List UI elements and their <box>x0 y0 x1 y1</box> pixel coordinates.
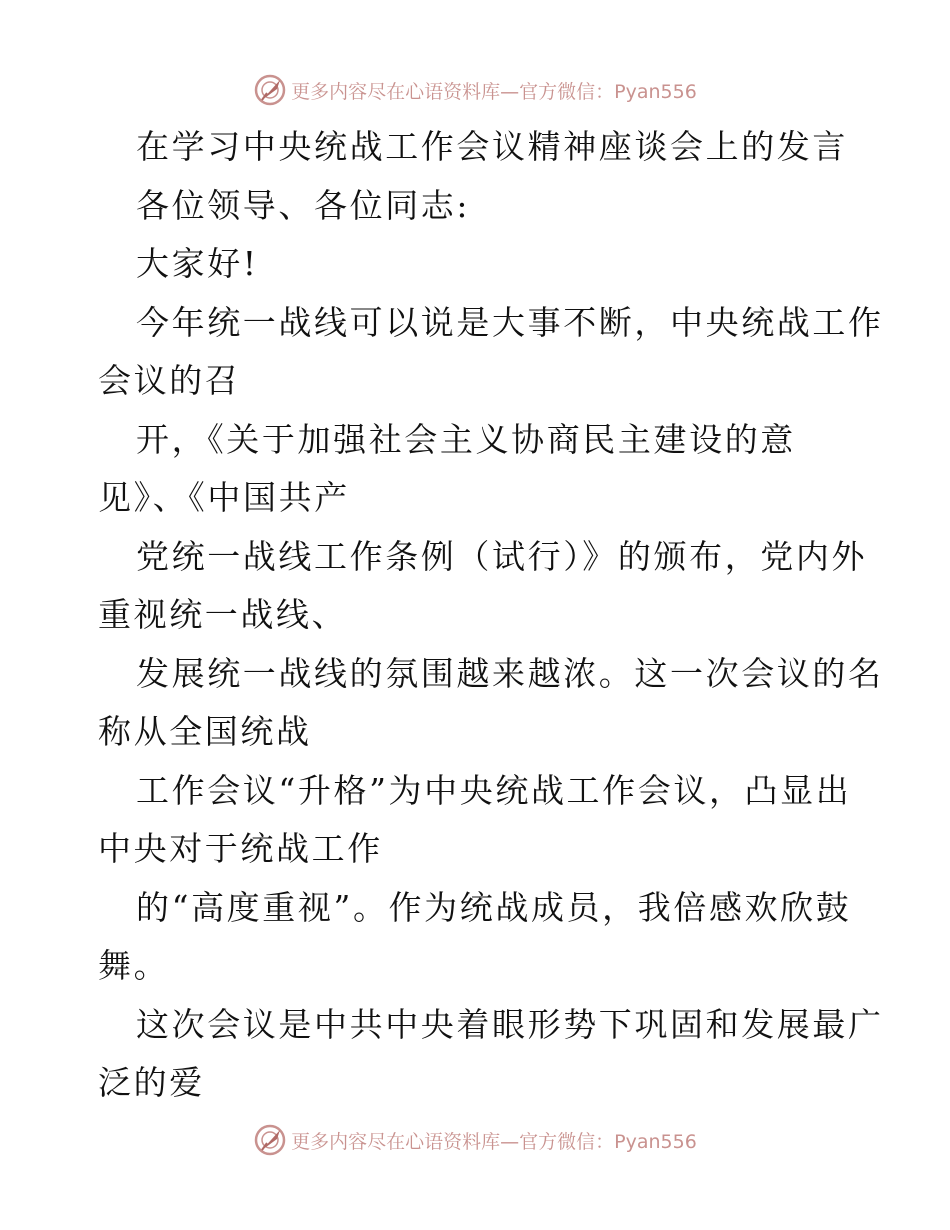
text-line: 今年统一战线可以说是大事不断，中央统战工作 <box>136 302 884 342</box>
text-line: 泛的爱 <box>98 1063 205 1102</box>
watermark-footer <box>0 1120 950 1160</box>
text-line: 工作会议“升格”为中央统战工作会议，凸显出 <box>136 770 852 810</box>
text-line: 会议的召 <box>98 361 241 400</box>
text-line: 这次会议是中共中央着眼形势下巩固和发展最广 <box>136 1004 884 1044</box>
text-line: 大家好! <box>136 244 259 283</box>
text-line: 中央对于统战工作 <box>98 829 383 868</box>
text-line: 在学习中央统战工作会议精神座谈会上的发言 <box>136 127 848 166</box>
text-line: 舞。 <box>98 946 170 985</box>
text-line: 发展统一战线的氛围越来越浓。这一次会议的名 <box>136 653 884 693</box>
text-line: 重视统一战线、 <box>98 595 348 634</box>
watermark-text: 更多内容尽在心语资料库—官方微信：Pyan556 <box>291 80 697 103</box>
watermark-header <box>0 70 950 110</box>
document-body <box>98 118 884 1113</box>
text-line: 党统一战线工作条例（试行）》的颁布，党内外 <box>136 536 868 576</box>
text-line: 称从全国统战 <box>98 712 312 751</box>
quill-logo-icon <box>253 1123 287 1157</box>
text-line: 见》、《中国共产 <box>98 478 350 517</box>
text-line: 开，《关于加强社会主义协商民主建设的意 <box>136 419 796 459</box>
quill-logo-icon <box>253 73 287 107</box>
text-line: 的“高度重视”。作为统战成员，我倍感欢欣鼓 <box>136 887 852 927</box>
text-line: 各位领导、各位同志: <box>136 185 471 225</box>
watermark-text: 更多内容尽在心语资料库—官方微信：Pyan556 <box>291 1130 697 1153</box>
